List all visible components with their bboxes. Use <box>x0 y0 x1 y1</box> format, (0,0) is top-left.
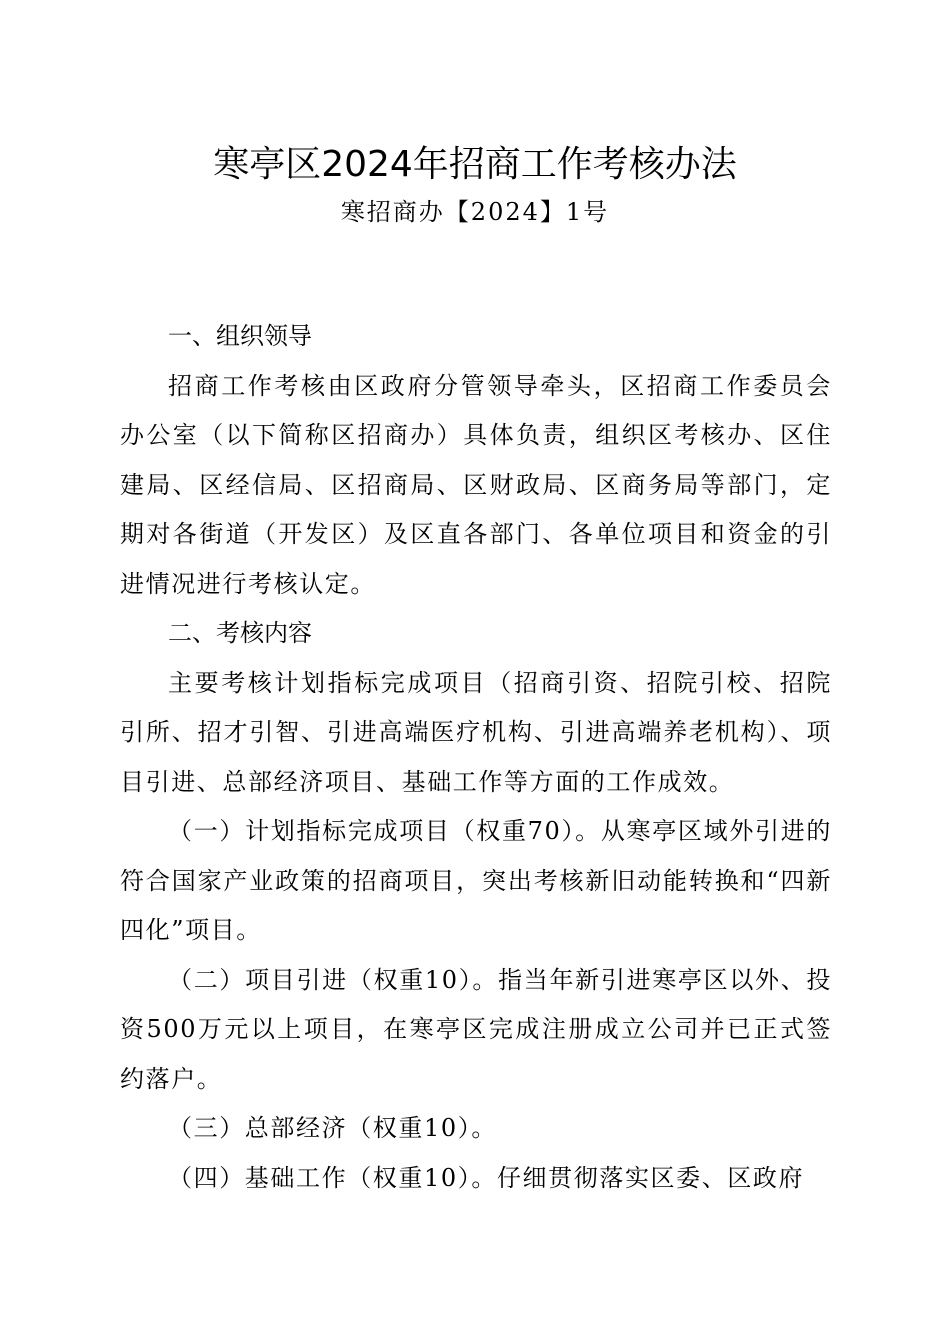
paragraph-item-2: （二）项目引进（权重10）。指当年新引进寒亭区以外、投资500万元以上项目，在寒亭区完成注册成立公司并已正式签约落户。 <box>120 965 832 1093</box>
document-title: 寒亭区2024年招商工作考核办法 <box>213 144 737 185</box>
paragraph-item-4: （四）基础工作（权重10）。仔细贯彻落实区委、区政府 <box>168 1163 805 1192</box>
document-number: 寒招商办【2024】1号 <box>340 198 610 226</box>
section-heading-content: 二、考核内容 <box>168 619 312 647</box>
paragraph-item-1: （一）计划指标完成项目（权重70）。从寒亭区域外引进的符合国家产业政策的招商项目，突出考核新旧动能转换和“四新四化”项目。 <box>120 817 832 944</box>
paragraph-content-intro: 主要考核计划指标完成项目（招商引资、招院引校、招院引所、招才引智、引进高端医疗机构、引进高端养老机构）、项目引进、总部经济项目、基础工作等方面的工作成效。 <box>120 668 832 796</box>
paragraph-item-3: （三）总部经济（权重10）。 <box>168 1114 497 1142</box>
paragraph-organization: 招商工作考核由区政府分管领导牵头，区招商工作委员会办公室（以下简称区招商办）具体负责，组织区考核办、区住建局、区经信局、区招商局、区财政局、区商务局等部门，定期对各街道（开发区）及区直各部门、各单位项目和资金的引进情况进行考核认定。 <box>120 371 832 598</box>
section-heading-organization: 一、组织领导 <box>168 322 312 350</box>
document-body <box>120 312 832 1203</box>
